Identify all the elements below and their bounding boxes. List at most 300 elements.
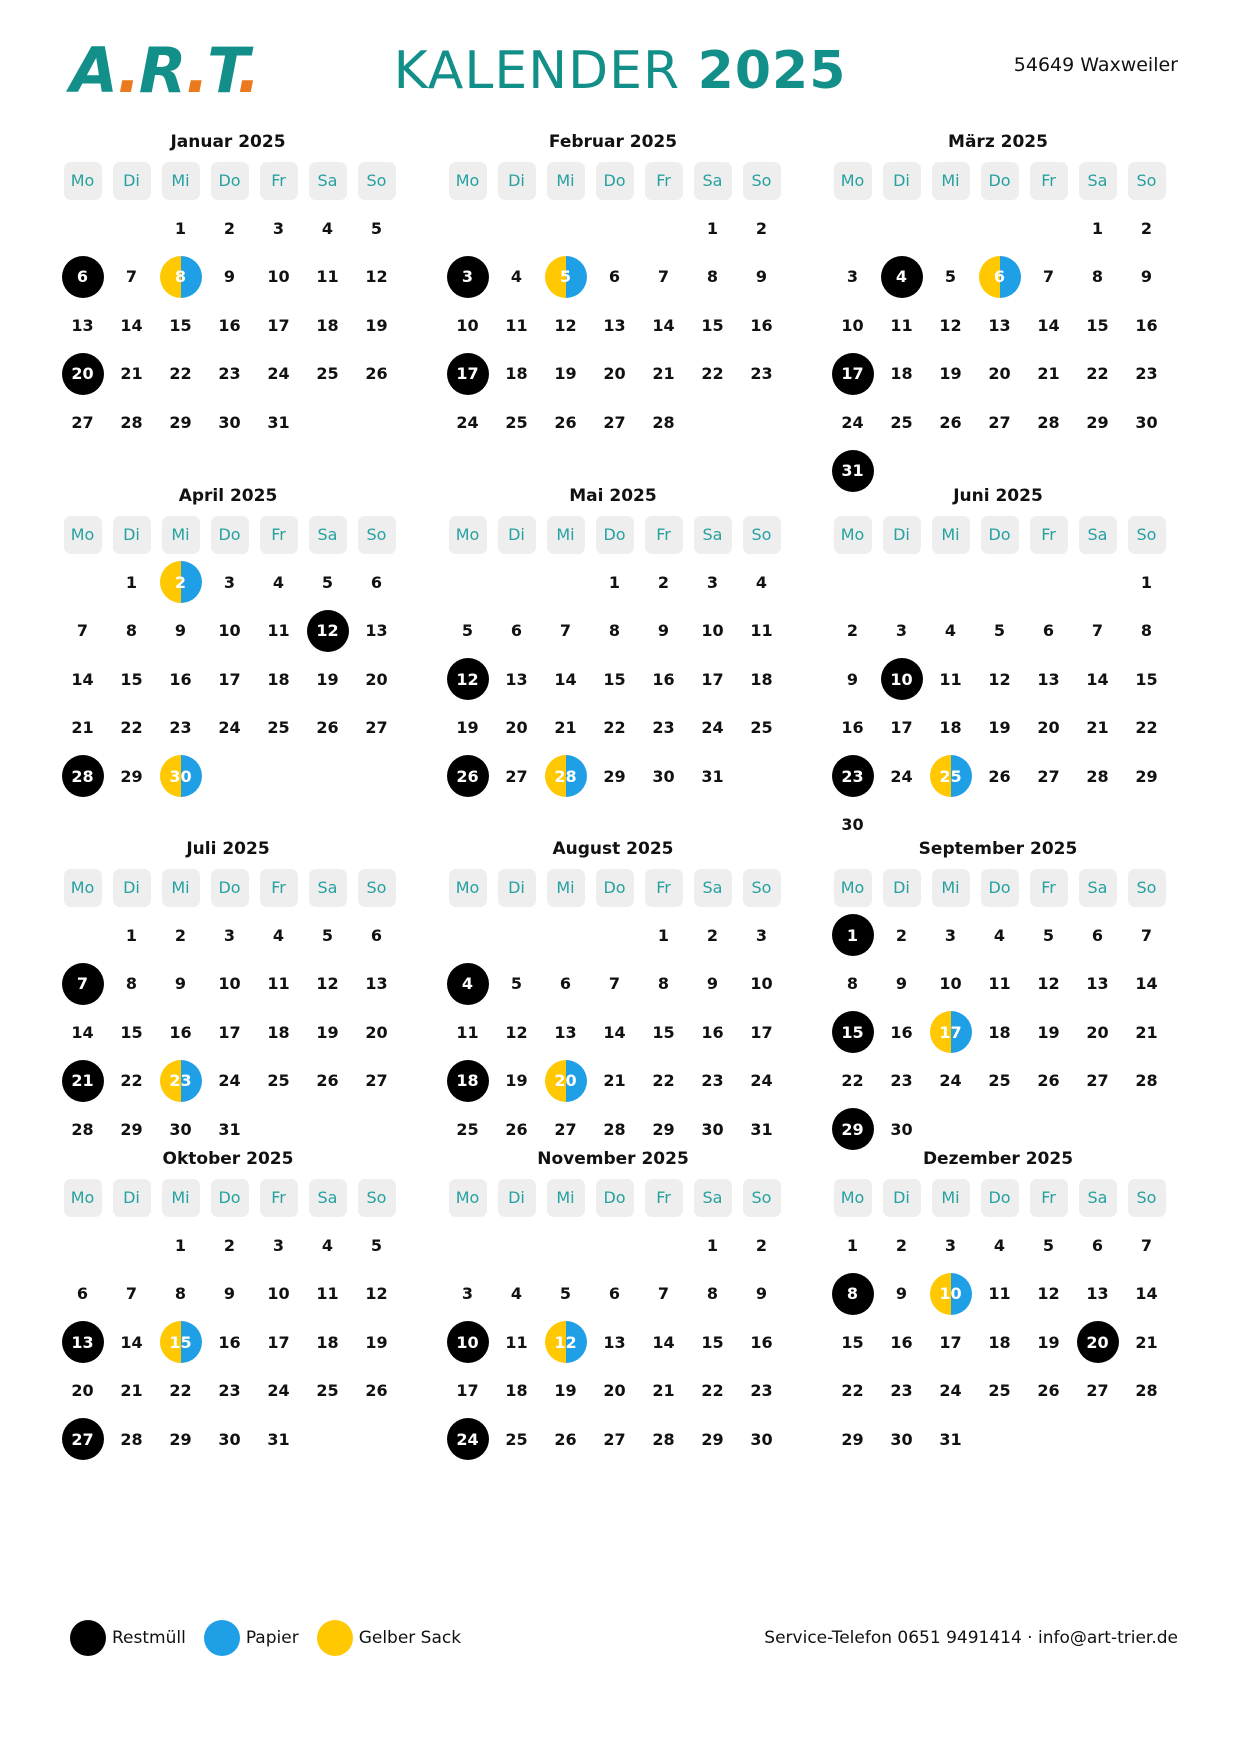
month-title: Juli 2025 <box>186 839 270 859</box>
day-number: 29 <box>120 1119 143 1139</box>
day-number: 18 <box>988 1022 1011 1042</box>
day-cell <box>877 1367 926 1416</box>
day-cell <box>828 655 877 704</box>
day-cell <box>303 301 352 350</box>
day-number: 18 <box>267 1022 290 1042</box>
month-title: Oktober 2025 <box>162 1149 294 1169</box>
weekday-label: Mo <box>449 516 487 554</box>
day-number: 24 <box>750 1071 773 1091</box>
day-cell <box>590 607 639 656</box>
papier-gelber-sack-day: 17 <box>930 1011 972 1053</box>
day-cell <box>443 1367 492 1416</box>
day-number: 27 <box>988 412 1011 432</box>
day-cell <box>1122 1270 1171 1319</box>
empty-cell <box>828 558 877 607</box>
day-number: 20 <box>365 669 388 689</box>
day-number: 14 <box>1037 315 1060 335</box>
day-cell <box>156 1318 205 1367</box>
day-cell <box>828 704 877 753</box>
day-number: 6 <box>1091 1235 1104 1255</box>
day-cell <box>1073 607 1122 656</box>
day-cell <box>492 1415 541 1464</box>
day-number: 25 <box>505 412 528 432</box>
day-number: 14 <box>1135 974 1158 994</box>
day-number: 19 <box>988 718 1011 738</box>
restmuell-day: 6 <box>62 256 104 298</box>
day-cell <box>1024 1057 1073 1106</box>
day-number: 29 <box>603 766 626 786</box>
day-cell <box>205 1367 254 1416</box>
day-cell <box>303 1008 352 1057</box>
day-number: 10 <box>701 621 724 641</box>
day-grid <box>58 558 401 801</box>
day-cell <box>205 1415 254 1464</box>
day-cell <box>254 1318 303 1367</box>
restmuell-day: 4 <box>881 256 923 298</box>
day-cell <box>492 1057 541 1106</box>
day-cell <box>1122 558 1171 607</box>
day-cell <box>254 1057 303 1106</box>
weekday-header <box>828 162 1171 200</box>
empty-cell <box>1024 558 1073 607</box>
day-cell <box>492 1367 541 1416</box>
day-number: 6 <box>1042 621 1055 641</box>
weekday-label: Do <box>981 162 1019 200</box>
day-number: 24 <box>939 1381 962 1401</box>
weekday-label: Fr <box>1030 516 1068 554</box>
day-cell <box>443 1057 492 1106</box>
day-number: 18 <box>505 364 528 384</box>
empty-cell <box>58 1221 107 1270</box>
day-cell <box>926 1270 975 1319</box>
day-cell <box>639 1057 688 1106</box>
weekday-label: Mi <box>162 869 200 907</box>
day-number: 30 <box>890 1119 913 1139</box>
day-cell <box>1024 911 1073 960</box>
day-cell <box>877 607 926 656</box>
day-number: 11 <box>505 315 528 335</box>
day-number: 26 <box>1037 1071 1060 1091</box>
day-cell <box>590 253 639 302</box>
day-number: 3 <box>272 1235 285 1255</box>
weekday-label: Mo <box>449 869 487 907</box>
day-grid <box>443 911 786 1154</box>
weekday-label: Do <box>981 516 1019 554</box>
day-number: 1 <box>846 1235 859 1255</box>
month-title: Januar 2025 <box>170 132 286 152</box>
day-cell <box>688 607 737 656</box>
papier-gelber-sack-day: 30 <box>160 755 202 797</box>
day-cell <box>352 558 401 607</box>
day-cell <box>1122 204 1171 253</box>
day-number: 17 <box>218 1022 241 1042</box>
day-cell <box>737 911 786 960</box>
day-number: 9 <box>174 974 187 994</box>
weekday-label: Di <box>498 516 536 554</box>
day-number: 18 <box>316 1332 339 1352</box>
day-cell <box>156 398 205 447</box>
day-cell <box>1122 253 1171 302</box>
weekday-label: Di <box>113 516 151 554</box>
day-number: 21 <box>554 718 577 738</box>
day-cell <box>737 301 786 350</box>
restmuell-day: 12 <box>447 658 489 700</box>
day-cell <box>1073 301 1122 350</box>
day-cell <box>590 1367 639 1416</box>
weekday-label: Sa <box>1079 869 1117 907</box>
empty-cell <box>443 558 492 607</box>
weekday-label: Fr <box>1030 162 1068 200</box>
day-number: 25 <box>505 1429 528 1449</box>
day-cell <box>303 655 352 704</box>
restmuell-day: 24 <box>447 1418 489 1460</box>
day-cell <box>492 1270 541 1319</box>
day-number: 12 <box>365 267 388 287</box>
empty-cell <box>639 1221 688 1270</box>
day-cell <box>156 204 205 253</box>
day-cell <box>492 350 541 399</box>
day-number: 15 <box>120 1022 143 1042</box>
day-number: 3 <box>944 925 957 945</box>
day-cell <box>688 704 737 753</box>
day-cell <box>254 204 303 253</box>
title-text: KALENDER <box>393 41 681 101</box>
day-number: 28 <box>120 1429 143 1449</box>
day-number: 27 <box>1086 1071 1109 1091</box>
day-cell <box>352 1367 401 1416</box>
legend-item <box>204 1620 299 1656</box>
day-cell <box>352 655 401 704</box>
day-number: 30 <box>841 815 864 835</box>
day-cell <box>352 204 401 253</box>
day-cell <box>205 301 254 350</box>
day-cell <box>1024 607 1073 656</box>
day-number: 20 <box>1086 1022 1109 1042</box>
day-number: 24 <box>218 718 241 738</box>
day-cell <box>156 960 205 1009</box>
day-cell <box>1073 204 1122 253</box>
day-cell <box>1122 752 1171 801</box>
day-cell <box>58 704 107 753</box>
day-number: 1 <box>1091 218 1104 238</box>
restmuell-day: 26 <box>447 755 489 797</box>
weekday-label: So <box>1128 869 1166 907</box>
weekday-header <box>58 869 401 907</box>
day-cell <box>1073 911 1122 960</box>
day-cell <box>254 1367 303 1416</box>
day-number: 16 <box>218 315 241 335</box>
day-cell <box>1073 704 1122 753</box>
day-cell <box>352 1318 401 1367</box>
day-number: 7 <box>608 974 621 994</box>
day-number: 29 <box>1135 766 1158 786</box>
day-grid <box>58 204 401 447</box>
day-cell <box>877 253 926 302</box>
day-number: 30 <box>169 1119 192 1139</box>
day-number: 15 <box>1135 669 1158 689</box>
day-number: 9 <box>755 267 768 287</box>
day-cell <box>926 607 975 656</box>
day-number: 9 <box>657 621 670 641</box>
day-cell <box>639 752 688 801</box>
day-cell <box>156 1367 205 1416</box>
day-number: 27 <box>1037 766 1060 786</box>
day-cell <box>1122 607 1171 656</box>
legend-label: Restmüll <box>112 1628 186 1648</box>
day-number: 27 <box>603 1429 626 1449</box>
day-cell <box>639 1367 688 1416</box>
day-cell <box>156 1221 205 1270</box>
day-number: 21 <box>120 364 143 384</box>
empty-cell <box>443 911 492 960</box>
restmuell-day: 20 <box>62 353 104 395</box>
day-cell <box>1024 960 1073 1009</box>
day-number: 8 <box>706 267 719 287</box>
day-number: 30 <box>218 1429 241 1449</box>
day-number: 19 <box>365 1332 388 1352</box>
day-cell <box>737 655 786 704</box>
day-cell <box>254 911 303 960</box>
day-number: 13 <box>1037 669 1060 689</box>
day-cell <box>828 752 877 801</box>
day-number: 20 <box>988 364 1011 384</box>
day-number: 17 <box>218 669 241 689</box>
day-cell <box>828 1057 877 1106</box>
day-number: 22 <box>120 718 143 738</box>
day-cell <box>639 655 688 704</box>
month-title: Juni 2025 <box>953 486 1043 506</box>
day-number: 5 <box>944 267 957 287</box>
day-cell <box>737 204 786 253</box>
day-number: 4 <box>321 1235 334 1255</box>
day-number: 12 <box>988 669 1011 689</box>
day-number: 8 <box>608 621 621 641</box>
weekday-label: Sa <box>1079 162 1117 200</box>
weekday-label: Sa <box>1079 516 1117 554</box>
day-number: 13 <box>365 621 388 641</box>
day-number: 25 <box>750 718 773 738</box>
weekday-label: Mi <box>547 869 585 907</box>
day-cell <box>541 398 590 447</box>
day-grid <box>828 558 1171 849</box>
day-number: 19 <box>554 364 577 384</box>
day-number: 15 <box>841 1332 864 1352</box>
day-number: 24 <box>218 1071 241 1091</box>
day-cell <box>1073 655 1122 704</box>
day-cell <box>107 1367 156 1416</box>
day-cell <box>254 253 303 302</box>
day-number: 5 <box>321 925 334 945</box>
day-cell <box>926 1318 975 1367</box>
weekday-label: So <box>358 162 396 200</box>
day-cell <box>688 1318 737 1367</box>
calendar-grid <box>58 128 1188 1464</box>
day-cell <box>58 1318 107 1367</box>
day-cell <box>205 1270 254 1319</box>
day-number: 24 <box>267 364 290 384</box>
day-cell <box>877 960 926 1009</box>
restmuell-day: 7 <box>62 963 104 1005</box>
day-number: 13 <box>1086 974 1109 994</box>
empty-cell <box>58 558 107 607</box>
empty-cell <box>107 1221 156 1270</box>
day-cell <box>975 301 1024 350</box>
day-cell <box>639 704 688 753</box>
day-grid <box>58 911 401 1154</box>
day-cell <box>639 960 688 1009</box>
day-number: 4 <box>993 1235 1006 1255</box>
day-number: 5 <box>321 572 334 592</box>
day-number: 18 <box>316 315 339 335</box>
day-number: 17 <box>267 315 290 335</box>
day-cell <box>1073 1008 1122 1057</box>
day-number: 1 <box>174 218 187 238</box>
restmuell-day: 10 <box>447 1321 489 1363</box>
day-cell <box>737 350 786 399</box>
day-number: 4 <box>272 925 285 945</box>
day-cell <box>107 253 156 302</box>
day-number: 29 <box>169 1429 192 1449</box>
day-cell <box>156 350 205 399</box>
weekday-label: Fr <box>645 1179 683 1217</box>
day-number: 5 <box>559 1284 572 1304</box>
day-cell <box>688 1221 737 1270</box>
day-cell <box>205 1221 254 1270</box>
weekday-label: So <box>1128 516 1166 554</box>
day-number: 20 <box>71 1381 94 1401</box>
day-number: 9 <box>706 974 719 994</box>
day-cell <box>877 350 926 399</box>
day-number: 27 <box>365 718 388 738</box>
day-cell <box>1122 960 1171 1009</box>
day-cell <box>303 911 352 960</box>
day-cell <box>737 1318 786 1367</box>
day-number: 12 <box>1037 1284 1060 1304</box>
day-cell <box>737 1415 786 1464</box>
day-number: 23 <box>218 1381 241 1401</box>
weekday-label: Fr <box>260 869 298 907</box>
day-number: 19 <box>456 718 479 738</box>
day-number: 23 <box>890 1381 913 1401</box>
weekday-label: So <box>1128 162 1166 200</box>
day-number: 5 <box>1042 925 1055 945</box>
day-number: 26 <box>988 766 1011 786</box>
day-number: 7 <box>1091 621 1104 641</box>
weekday-label: Mi <box>162 516 200 554</box>
empty-cell <box>590 1221 639 1270</box>
day-cell <box>254 704 303 753</box>
weekday-label: Sa <box>309 869 347 907</box>
weekday-label: Mi <box>547 1179 585 1217</box>
day-number: 11 <box>939 669 962 689</box>
month-title: April 2025 <box>178 486 278 506</box>
day-cell <box>156 607 205 656</box>
weekday-label: Do <box>211 516 249 554</box>
day-cell <box>58 960 107 1009</box>
day-number: 27 <box>1086 1381 1109 1401</box>
day-cell <box>877 655 926 704</box>
day-number: 8 <box>125 974 138 994</box>
weekday-label: Mi <box>932 1179 970 1217</box>
day-cell <box>590 655 639 704</box>
empty-cell <box>926 558 975 607</box>
day-number: 1 <box>125 925 138 945</box>
weekday-label: Fr <box>645 869 683 907</box>
day-number: 9 <box>174 621 187 641</box>
day-cell <box>1073 1221 1122 1270</box>
day-number: 7 <box>1140 1235 1153 1255</box>
weekday-label: Do <box>211 162 249 200</box>
legend-label: Gelber Sack <box>358 1628 462 1648</box>
day-cell <box>156 1057 205 1106</box>
papier-gelber-sack-day: 5 <box>545 256 587 298</box>
day-cell <box>443 607 492 656</box>
day-number: 27 <box>71 412 94 432</box>
day-cell <box>254 558 303 607</box>
month-title: März 2025 <box>948 132 1048 152</box>
day-number: 23 <box>652 718 675 738</box>
day-cell <box>1122 350 1171 399</box>
day-number: 18 <box>750 669 773 689</box>
day-number: 1 <box>608 572 621 592</box>
day-number: 22 <box>120 1071 143 1091</box>
papier-gelber-sack-day: 2 <box>160 561 202 603</box>
restmuell-day: 27 <box>62 1418 104 1460</box>
day-number: 3 <box>895 621 908 641</box>
day-number: 7 <box>76 621 89 641</box>
weekday-header <box>828 869 1171 907</box>
empty-cell <box>1073 558 1122 607</box>
day-number: 15 <box>701 1332 724 1352</box>
weekday-label: Mo <box>64 516 102 554</box>
day-cell <box>254 960 303 1009</box>
weekday-label: Do <box>211 1179 249 1217</box>
empty-cell <box>590 204 639 253</box>
day-number: 28 <box>1086 766 1109 786</box>
day-number: 31 <box>218 1119 241 1139</box>
day-cell <box>1024 655 1073 704</box>
day-cell <box>828 1367 877 1416</box>
day-number: 1 <box>174 1235 187 1255</box>
day-number: 14 <box>603 1022 626 1042</box>
day-cell <box>926 1221 975 1270</box>
day-number: 22 <box>1135 718 1158 738</box>
day-cell <box>975 752 1024 801</box>
day-cell <box>443 398 492 447</box>
day-cell <box>737 1367 786 1416</box>
day-number: 16 <box>750 315 773 335</box>
day-cell <box>443 350 492 399</box>
day-number: 10 <box>267 1284 290 1304</box>
day-number: 28 <box>1037 412 1060 432</box>
day-cell <box>107 1057 156 1106</box>
day-cell <box>156 1415 205 1464</box>
day-number: 14 <box>1135 1284 1158 1304</box>
day-cell <box>254 301 303 350</box>
day-number: 14 <box>652 315 675 335</box>
day-number: 21 <box>1037 364 1060 384</box>
day-number: 10 <box>267 267 290 287</box>
day-cell <box>205 655 254 704</box>
day-cell <box>443 704 492 753</box>
day-number: 4 <box>755 572 768 592</box>
weekday-header <box>443 869 786 907</box>
weekday-label: So <box>1128 1179 1166 1217</box>
day-grid <box>443 1221 786 1464</box>
weekday-label: So <box>358 869 396 907</box>
day-grid <box>443 558 786 801</box>
day-cell <box>828 1415 877 1464</box>
